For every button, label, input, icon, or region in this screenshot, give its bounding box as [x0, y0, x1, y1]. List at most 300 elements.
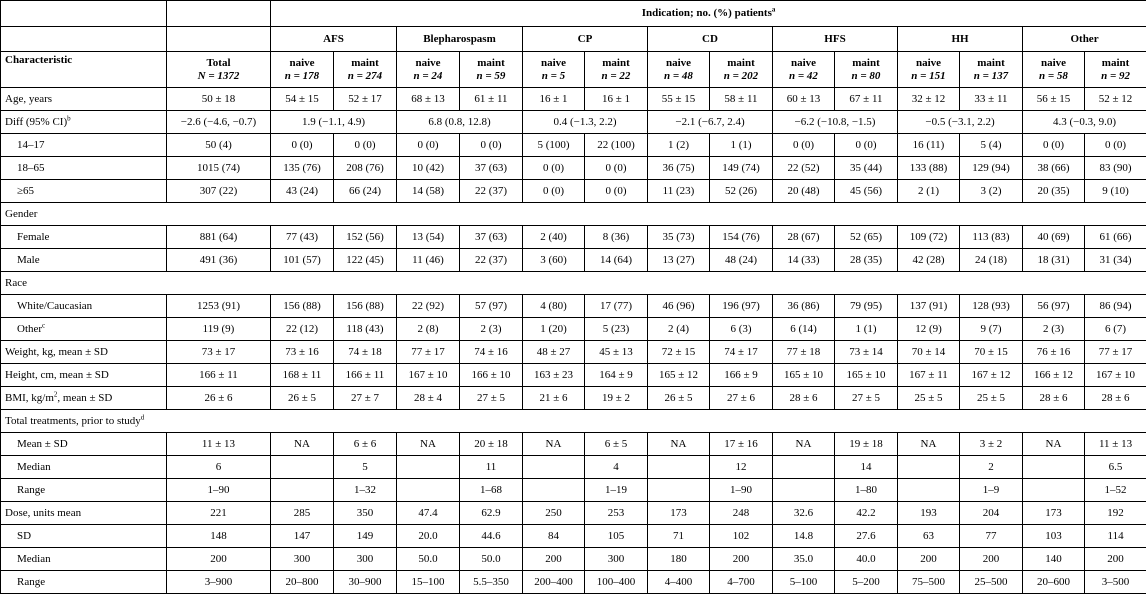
- subgroup-header: naive n = 151: [898, 52, 960, 88]
- data-cell: 4–400: [648, 571, 710, 594]
- data-cell: 140: [1023, 548, 1085, 571]
- data-cell: 28 ± 6: [1085, 387, 1146, 410]
- data-cell: 57 (97): [460, 295, 523, 318]
- total-cell: 50 (4): [167, 134, 271, 157]
- total-cell: 6: [167, 456, 271, 479]
- data-cell: 10 (42): [397, 157, 460, 180]
- data-cell: 28 ± 6: [1023, 387, 1085, 410]
- row-label: Range: [1, 479, 167, 502]
- data-cell: 86 (94): [1085, 295, 1146, 318]
- data-cell: 36 (86): [773, 295, 835, 318]
- row-label: Median: [1, 456, 167, 479]
- total-cell: 307 (22): [167, 180, 271, 203]
- data-cell: 36 (75): [648, 157, 710, 180]
- total-cell: 11 ± 13: [167, 433, 271, 456]
- subgroup-header: naive n = 5: [523, 52, 585, 88]
- data-cell: [773, 456, 835, 479]
- total-cell: 1253 (91): [167, 295, 271, 318]
- data-cell: 166 ± 9: [710, 364, 773, 387]
- data-cell: 44.6: [460, 525, 523, 548]
- data-cell: 5 (100): [523, 134, 585, 157]
- data-cell: [898, 479, 960, 502]
- data-cell: 20.0: [397, 525, 460, 548]
- data-cell: 76 ± 16: [1023, 341, 1085, 364]
- row-label: SD: [1, 525, 167, 548]
- data-cell: 70 ± 15: [960, 341, 1023, 364]
- data-cell: 77 ± 18: [773, 341, 835, 364]
- data-cell: 1–52: [1085, 479, 1146, 502]
- data-cell: 167 ± 12: [960, 364, 1023, 387]
- data-cell: 35.0: [773, 548, 835, 571]
- row-label: Male: [1, 249, 167, 272]
- data-cell: 4 (80): [523, 295, 585, 318]
- data-cell: 37 (63): [460, 157, 523, 180]
- table-row-gender: [1, 203, 1146, 226]
- data-cell: 300: [585, 548, 648, 571]
- total-header: Total N = 1372: [167, 52, 271, 88]
- data-cell: 167 ± 10: [1085, 364, 1146, 387]
- total-cell: 3–900: [167, 571, 271, 594]
- data-cell: 0 (0): [773, 134, 835, 157]
- data-cell: 75–500: [898, 571, 960, 594]
- data-cell: NA: [271, 433, 334, 456]
- section-label: Total treatments, prior to study$^d$: [1, 410, 1146, 433]
- data-cell: 70 ± 14: [898, 341, 960, 364]
- data-cell: 37 (63): [460, 226, 523, 249]
- data-cell: 14.8: [773, 525, 835, 548]
- data-cell: 4–700: [710, 571, 773, 594]
- data-cell: 1–90: [710, 479, 773, 502]
- data-cell: 73 ± 16: [271, 341, 334, 364]
- row-label: Range: [1, 571, 167, 594]
- data-cell: 48 ± 27: [523, 341, 585, 364]
- data-cell: 9 (7): [960, 318, 1023, 341]
- subgroup-header: naive n = 24: [397, 52, 460, 88]
- data-cell: 5: [334, 456, 397, 479]
- data-cell: [648, 479, 710, 502]
- data-cell: 200: [898, 548, 960, 571]
- row-label: Age, years: [1, 88, 167, 111]
- data-cell: [271, 479, 334, 502]
- data-cell: 2 (3): [460, 318, 523, 341]
- data-cell: 173: [1023, 502, 1085, 525]
- data-cell: [397, 456, 460, 479]
- table-row-age1865: [1, 157, 1146, 180]
- data-cell: 0 (0): [835, 134, 898, 157]
- data-cell: 11: [460, 456, 523, 479]
- data-cell: 20 (48): [773, 180, 835, 203]
- data-cell: 42.2: [835, 502, 898, 525]
- data-cell: 32.6: [773, 502, 835, 525]
- data-cell: 122 (45): [334, 249, 397, 272]
- data-cell: 5–200: [835, 571, 898, 594]
- table-row-dose-median: [1, 548, 1146, 571]
- data-cell: 114: [1085, 525, 1146, 548]
- data-cell: 105: [585, 525, 648, 548]
- data-cell: 54 ± 15: [271, 88, 334, 111]
- data-cell: NA: [397, 433, 460, 456]
- data-cell: 3 ± 2: [960, 433, 1023, 456]
- data-cell: 5–100: [773, 571, 835, 594]
- data-cell: 165 ± 12: [648, 364, 710, 387]
- data-cell: 128 (93): [960, 295, 1023, 318]
- data-cell: 18 (31): [1023, 249, 1085, 272]
- data-cell: [773, 479, 835, 502]
- total-cell: 1015 (74): [167, 157, 271, 180]
- data-cell: 40.0: [835, 548, 898, 571]
- data-cell: 26 ± 5: [271, 387, 334, 410]
- data-cell: 31 (34): [1085, 249, 1146, 272]
- data-cell: 58 ± 11: [710, 88, 773, 111]
- data-cell: 1–80: [835, 479, 898, 502]
- data-cell: [1023, 456, 1085, 479]
- row-label: BMI, $kg/m^2$, mean ± SD: [1, 387, 167, 410]
- data-cell: 4: [585, 456, 648, 479]
- data-cell: 77 (43): [271, 226, 334, 249]
- table-row-weight: [1, 341, 1146, 364]
- data-cell: 163 ± 23: [523, 364, 585, 387]
- data-cell: 11 (46): [397, 249, 460, 272]
- data-cell: 0 (0): [585, 157, 648, 180]
- group-cd: CD: [648, 27, 773, 52]
- data-cell: 118 (43): [334, 318, 397, 341]
- data-cell: 72 ± 15: [648, 341, 710, 364]
- table-row-treat: [1, 410, 1146, 433]
- table-row-t-median: [1, 456, 1146, 479]
- data-cell: 156 (88): [271, 295, 334, 318]
- total-cell: 166 ± 11: [167, 364, 271, 387]
- data-cell: 1–9: [960, 479, 1023, 502]
- data-cell: 55 ± 15: [648, 88, 710, 111]
- data-cell: 180: [648, 548, 710, 571]
- data-cell: 12 (9): [898, 318, 960, 341]
- data-cell: 17 (77): [585, 295, 648, 318]
- diff-cell: −6.2 (−10.8, −1.5): [773, 111, 898, 134]
- data-cell: NA: [1023, 433, 1085, 456]
- data-cell: 33 ± 11: [960, 88, 1023, 111]
- data-cell: 0 (0): [523, 180, 585, 203]
- data-cell: 0 (0): [334, 134, 397, 157]
- data-cell: 102: [710, 525, 773, 548]
- data-cell: 200: [523, 548, 585, 571]
- characteristic-header: Characteristic: [1, 52, 167, 88]
- data-cell: 30–900: [334, 571, 397, 594]
- data-cell: 22 (92): [397, 295, 460, 318]
- data-cell: 52 (65): [835, 226, 898, 249]
- data-cell: 11 ± 13: [1085, 433, 1146, 456]
- data-cell: 38 (66): [1023, 157, 1085, 180]
- data-cell: 16 ± 1: [585, 88, 648, 111]
- data-cell: 22 (37): [460, 180, 523, 203]
- data-cell: 25 ± 5: [960, 387, 1023, 410]
- data-cell: 26 ± 5: [648, 387, 710, 410]
- data-cell: 6 (7): [1085, 318, 1146, 341]
- data-cell: 35 (73): [648, 226, 710, 249]
- total-cell: 200: [167, 548, 271, 571]
- table-row-t-range: [1, 479, 1146, 502]
- total-cell: 73 ± 17: [167, 341, 271, 364]
- data-cell: 68 ± 13: [397, 88, 460, 111]
- data-cell: 350: [334, 502, 397, 525]
- diff-cell: 0.4 (−1.3, 2.2): [523, 111, 648, 134]
- total-cell: 1–90: [167, 479, 271, 502]
- total-cell: 26 ± 6: [167, 387, 271, 410]
- data-cell: 73 ± 14: [835, 341, 898, 364]
- data-cell: [523, 479, 585, 502]
- data-cell: 56 (97): [1023, 295, 1085, 318]
- data-cell: 5 (23): [585, 318, 648, 341]
- data-cell: NA: [648, 433, 710, 456]
- section-label: Gender: [1, 203, 1146, 226]
- data-cell: 14 (58): [397, 180, 460, 203]
- section-label: Race: [1, 272, 1146, 295]
- data-cell: 166 ± 11: [334, 364, 397, 387]
- data-cell: 28 ± 6: [773, 387, 835, 410]
- data-cell: 42 (28): [898, 249, 960, 272]
- data-cell: 15–100: [397, 571, 460, 594]
- row-label: Weight, kg, mean ± SD: [1, 341, 167, 364]
- diff-cell: −0.5 (−3.1, 2.2): [898, 111, 1023, 134]
- data-cell: 22 (52): [773, 157, 835, 180]
- data-cell: 2 (40): [523, 226, 585, 249]
- group-blepharospasm: Blepharospasm: [397, 27, 523, 52]
- group-other: Other: [1023, 27, 1146, 52]
- table-row-dose-mean: [1, 502, 1146, 525]
- data-cell: 50.0: [397, 548, 460, 571]
- group-hfs: HFS: [773, 27, 898, 52]
- data-cell: 52 ± 12: [1085, 88, 1146, 111]
- data-cell: 24 (18): [960, 249, 1023, 272]
- data-cell: 6 ± 6: [334, 433, 397, 456]
- data-cell: 135 (76): [271, 157, 334, 180]
- data-cell: 2 (4): [648, 318, 710, 341]
- table-row-male: [1, 249, 1146, 272]
- data-cell: 62.9: [460, 502, 523, 525]
- subgroup-header: maint n = 80: [835, 52, 898, 88]
- data-cell: 2: [960, 456, 1023, 479]
- data-cell: 1 (2): [648, 134, 710, 157]
- data-cell: 167 ± 10: [397, 364, 460, 387]
- data-cell: 20–800: [271, 571, 334, 594]
- data-cell: 77 ± 17: [397, 341, 460, 364]
- subgroup-header: maint n = 22: [585, 52, 648, 88]
- data-cell: 13 (27): [648, 249, 710, 272]
- data-cell: 1–19: [585, 479, 648, 502]
- data-cell: 200–400: [523, 571, 585, 594]
- subgroup-header: maint n = 274: [334, 52, 397, 88]
- data-cell: NA: [773, 433, 835, 456]
- subgroup-header: maint n = 59: [460, 52, 523, 88]
- table-row-height: [1, 364, 1146, 387]
- data-cell: 48 (24): [710, 249, 773, 272]
- row-label: Height, cm, mean ± SD: [1, 364, 167, 387]
- data-cell: 5 (4): [960, 134, 1023, 157]
- data-cell: 167 ± 11: [898, 364, 960, 387]
- data-cell: 20 ± 18: [460, 433, 523, 456]
- data-cell: 3–500: [1085, 571, 1146, 594]
- data-cell: 52 ± 17: [334, 88, 397, 111]
- total-cell: 221: [167, 502, 271, 525]
- data-cell: 6 ± 5: [585, 433, 648, 456]
- table-row-bmi: [1, 387, 1146, 410]
- data-cell: 45 (56): [835, 180, 898, 203]
- data-cell: NA: [898, 433, 960, 456]
- data-cell: 1–32: [334, 479, 397, 502]
- data-cell: 22 (100): [585, 134, 648, 157]
- data-cell: 77 ± 17: [1085, 341, 1146, 364]
- data-cell: 100–400: [585, 571, 648, 594]
- data-cell: 28 (67): [773, 226, 835, 249]
- data-cell: 285: [271, 502, 334, 525]
- table-row-age: [1, 88, 1146, 111]
- data-cell: 47.4: [397, 502, 460, 525]
- data-cell: 248: [710, 502, 773, 525]
- data-cell: [1023, 479, 1085, 502]
- data-cell: 77: [960, 525, 1023, 548]
- table-row-white: [1, 295, 1146, 318]
- data-cell: 46 (96): [648, 295, 710, 318]
- header-blank-total-2: [167, 27, 271, 52]
- data-cell: 193: [898, 502, 960, 525]
- data-cell: 27.6: [835, 525, 898, 548]
- data-cell: 103: [1023, 525, 1085, 548]
- data-cell: 16 ± 1: [523, 88, 585, 111]
- data-cell: 168 ± 11: [271, 364, 334, 387]
- data-cell: 0 (0): [271, 134, 334, 157]
- group-afs: AFS: [271, 27, 397, 52]
- data-cell: 9 (10): [1085, 180, 1146, 203]
- total-cell: −2.6 (−4.6, −0.7): [167, 111, 271, 134]
- data-cell: 165 ± 10: [773, 364, 835, 387]
- data-cell: 147: [271, 525, 334, 548]
- subgroup-header: naive n = 58: [1023, 52, 1085, 88]
- data-cell: 17 ± 16: [710, 433, 773, 456]
- data-cell: 101 (57): [271, 249, 334, 272]
- data-cell: 25 ± 5: [898, 387, 960, 410]
- diff-cell: 4.3 (−0.3, 9.0): [1023, 111, 1146, 134]
- data-cell: 56 ± 15: [1023, 88, 1085, 111]
- data-cell: 154 (76): [710, 226, 773, 249]
- data-cell: 50.0: [460, 548, 523, 571]
- data-cell: 113 (83): [960, 226, 1023, 249]
- table-row-diff: [1, 111, 1146, 134]
- total-cell: 881 (64): [167, 226, 271, 249]
- data-cell: 22 (12): [271, 318, 334, 341]
- data-cell: 61 (66): [1085, 226, 1146, 249]
- data-cell: 6.5: [1085, 456, 1146, 479]
- data-cell: 196 (97): [710, 295, 773, 318]
- data-cell: 3 (2): [960, 180, 1023, 203]
- data-cell: 164 ± 9: [585, 364, 648, 387]
- data-cell: 2 (1): [898, 180, 960, 203]
- data-cell: 14 (33): [773, 249, 835, 272]
- data-cell: 0 (0): [523, 157, 585, 180]
- total-cell: 50 ± 18: [167, 88, 271, 111]
- data-cell: 165 ± 10: [835, 364, 898, 387]
- data-cell: 173: [648, 502, 710, 525]
- data-cell: 19 ± 2: [585, 387, 648, 410]
- subgroup-header: naive n = 42: [773, 52, 835, 88]
- data-cell: 3 (60): [523, 249, 585, 272]
- row-label: Mean ± SD: [1, 433, 167, 456]
- data-cell: 204: [960, 502, 1023, 525]
- data-cell: [271, 456, 334, 479]
- data-cell: [523, 456, 585, 479]
- data-cell: 21 ± 6: [523, 387, 585, 410]
- data-cell: 300: [334, 548, 397, 571]
- data-cell: 60 ± 13: [773, 88, 835, 111]
- row-label: ≥65: [1, 180, 167, 203]
- data-cell: 25–500: [960, 571, 1023, 594]
- row-label: 14–17: [1, 134, 167, 157]
- data-cell: 28 (35): [835, 249, 898, 272]
- data-cell: 2 (8): [397, 318, 460, 341]
- data-cell: 1–68: [460, 479, 523, 502]
- data-cell: 1 (20): [523, 318, 585, 341]
- data-cell: 40 (69): [1023, 226, 1085, 249]
- row-label: 18–65: [1, 157, 167, 180]
- row-label: Median: [1, 548, 167, 571]
- data-cell: 149: [334, 525, 397, 548]
- subgroup-header: maint n = 92: [1085, 52, 1146, 88]
- data-cell: 20–600: [1023, 571, 1085, 594]
- total-cell: 119 (9): [167, 318, 271, 341]
- data-cell: 22 (37): [460, 249, 523, 272]
- data-cell: 14: [835, 456, 898, 479]
- row-label: Dose, units mean: [1, 502, 167, 525]
- data-cell: 35 (44): [835, 157, 898, 180]
- data-cell: 192: [1085, 502, 1146, 525]
- data-cell: 0 (0): [1085, 134, 1146, 157]
- table-row-age65: [1, 180, 1146, 203]
- diff-cell: −2.1 (−6.7, 2.4): [648, 111, 773, 134]
- data-cell: 2 (3): [1023, 318, 1085, 341]
- row-label: Diff (95% CI)$^b$: [1, 111, 167, 134]
- subgroup-header: naive n = 48: [648, 52, 710, 88]
- data-cell: 14 (64): [585, 249, 648, 272]
- indication-header: Indication; no. (%) patients$^a$: [271, 1, 1146, 27]
- table-row-other-race: [1, 318, 1146, 341]
- data-cell: [898, 456, 960, 479]
- data-cell: 200: [960, 548, 1023, 571]
- total-cell: 148: [167, 525, 271, 548]
- data-cell: 84: [523, 525, 585, 548]
- data-cell: 11 (23): [648, 180, 710, 203]
- data-cell: 8 (36): [585, 226, 648, 249]
- diff-cell: 1.9 (−1.1, 4.9): [271, 111, 397, 134]
- data-cell: 27 ± 5: [835, 387, 898, 410]
- total-cell: 491 (36): [167, 249, 271, 272]
- data-cell: 6 (3): [710, 318, 773, 341]
- table-row-dose-sd: [1, 525, 1146, 548]
- data-cell: 0 (0): [397, 134, 460, 157]
- data-cell: 0 (0): [460, 134, 523, 157]
- data-cell: 83 (90): [1085, 157, 1146, 180]
- header-blank-characteristic-2: [1, 27, 167, 52]
- data-cell: 1 (1): [835, 318, 898, 341]
- data-cell: 61 ± 11: [460, 88, 523, 111]
- data-cell: 0 (0): [585, 180, 648, 203]
- data-cell: 109 (72): [898, 226, 960, 249]
- table-row-race: [1, 272, 1146, 295]
- subgroup-header: maint n = 202: [710, 52, 773, 88]
- table-row-t-mean: [1, 433, 1146, 456]
- header-blank-total: [167, 1, 271, 27]
- data-cell: 137 (91): [898, 295, 960, 318]
- data-cell: 133 (88): [898, 157, 960, 180]
- data-cell: 6 (14): [773, 318, 835, 341]
- data-cell: 200: [710, 548, 773, 571]
